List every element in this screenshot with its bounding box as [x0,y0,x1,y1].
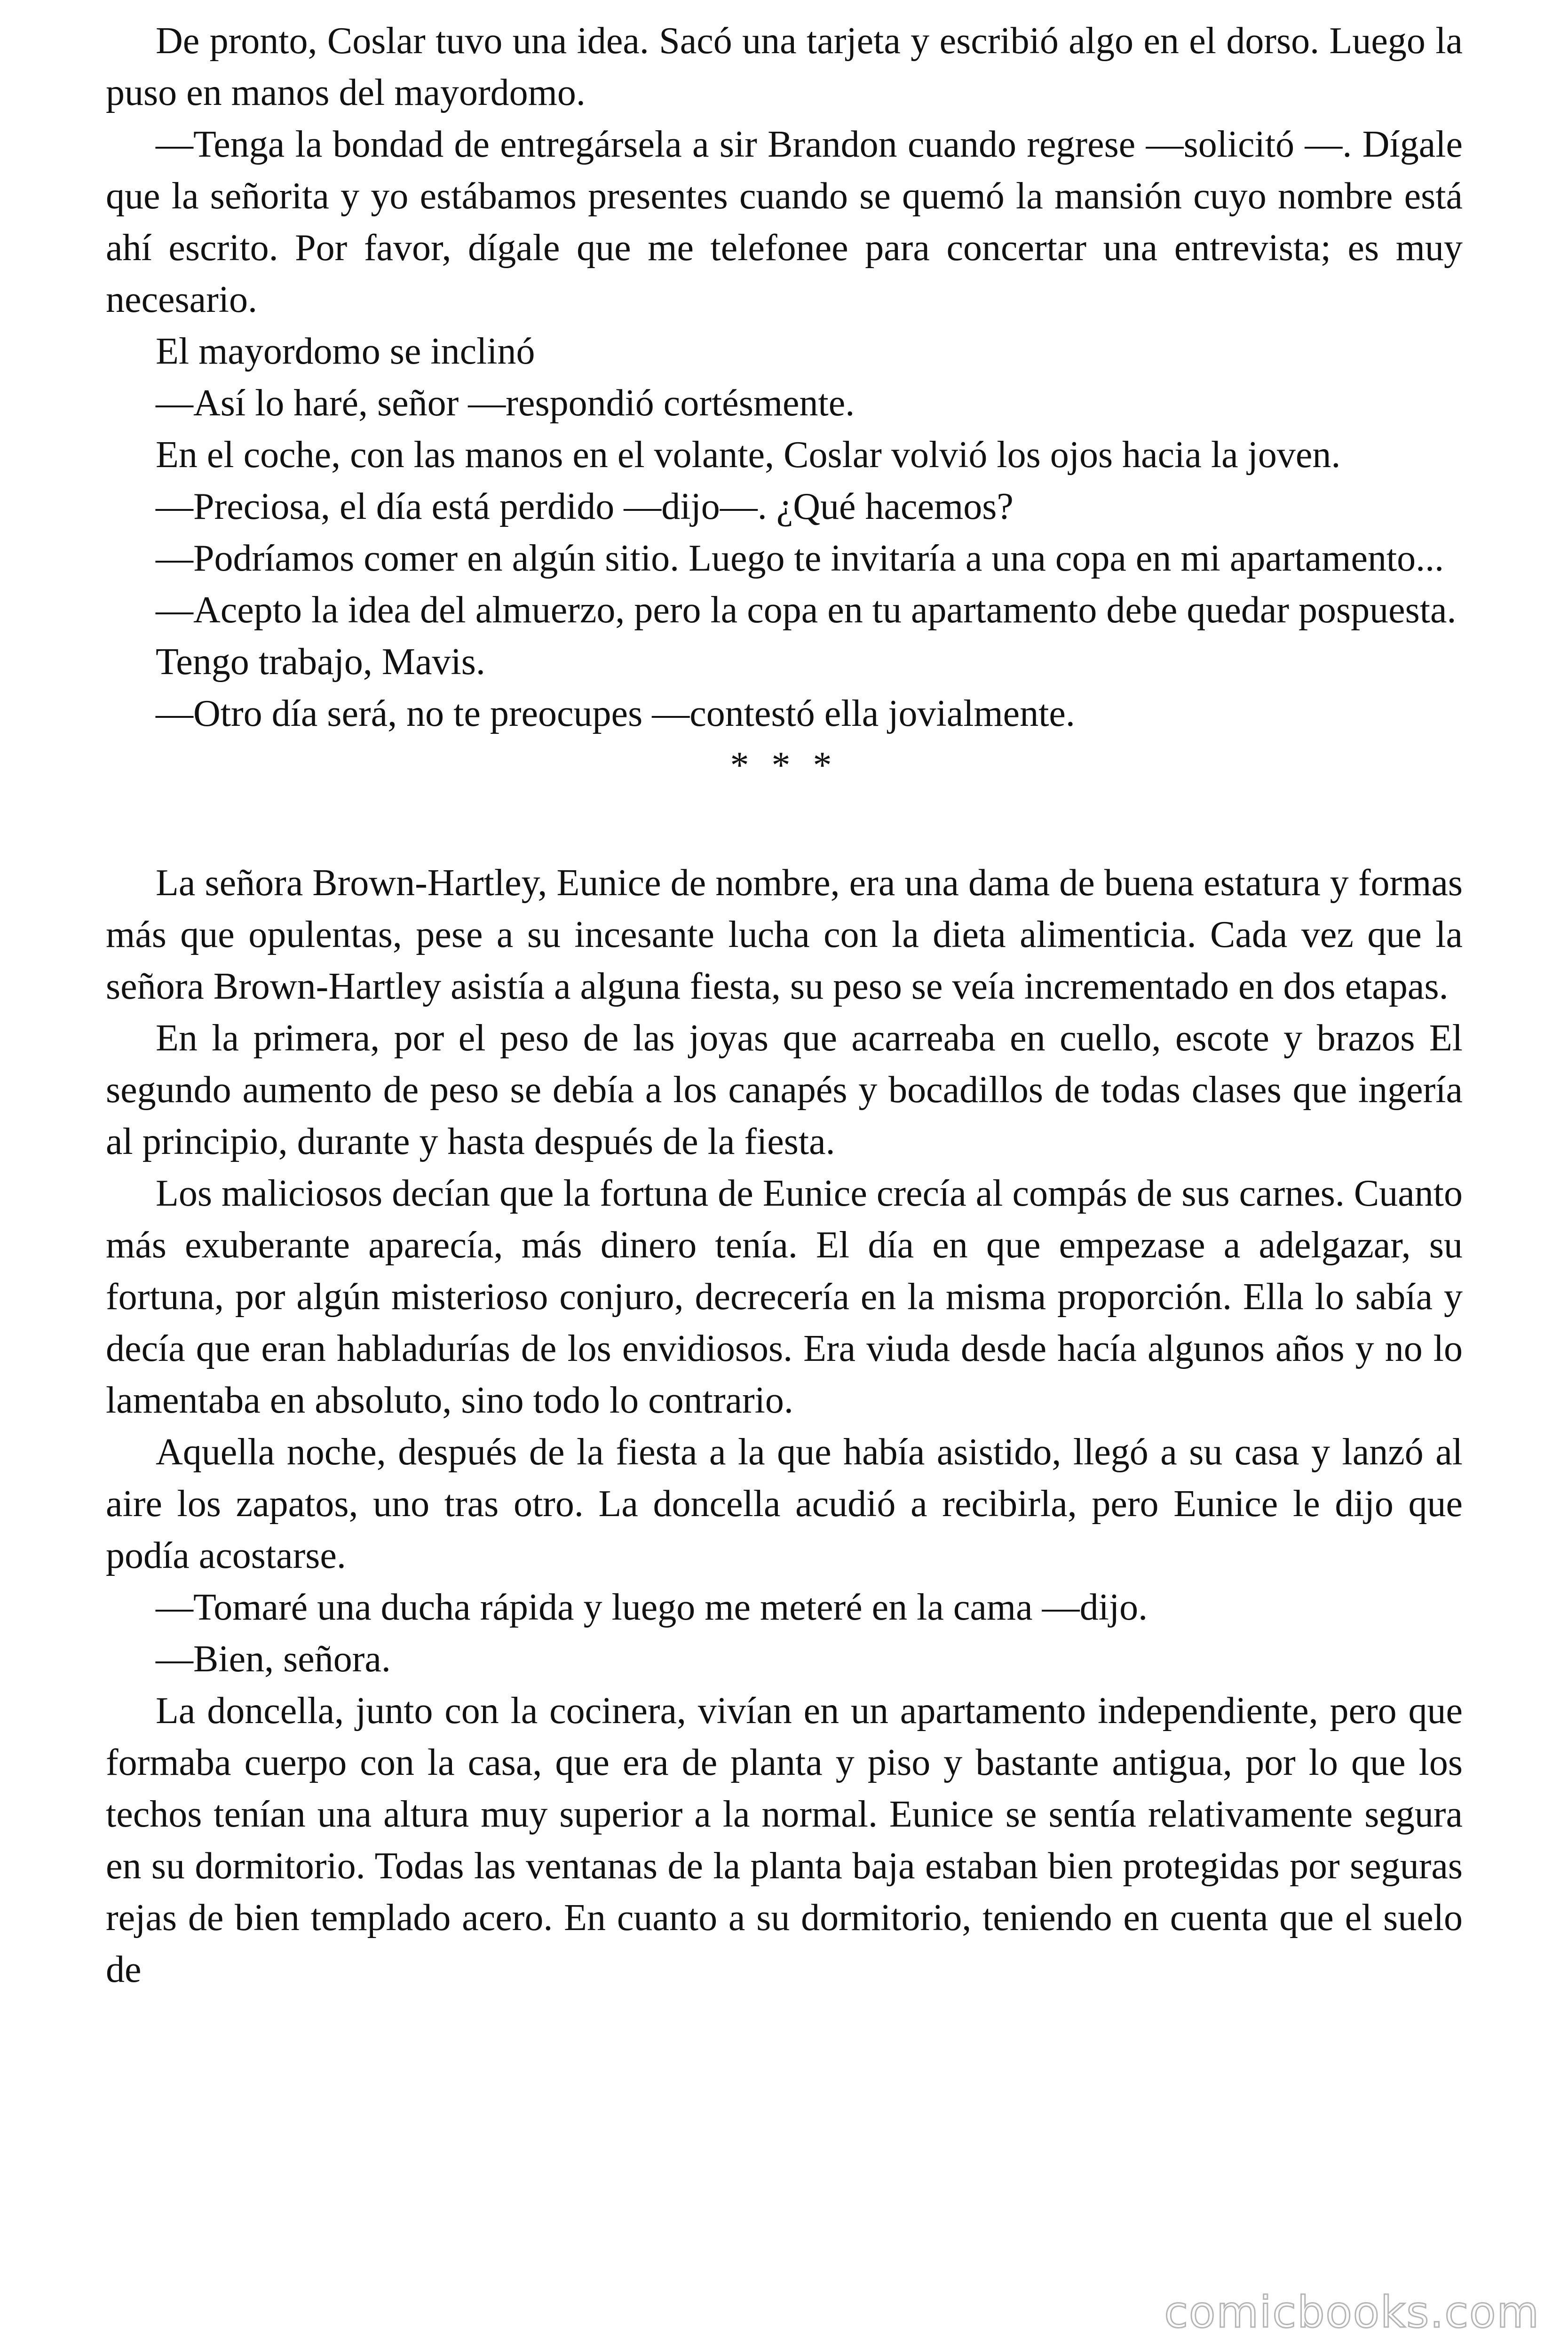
paragraph: —Tenga la bondad de entregársela a sir Brandon cuando regrese —solicitó —. Dígale que la señorita y yo estábamos presentes cuando se quemó la mansión cuyo nombre está ahí escrito. Por favor, dígale que me telefonee para concertar una entrevista; es muy necesario. [106,124,1463,320]
paragraph: Aquella noche, después de la fiesta a la que había asistido, llegó a su casa y lanzó al aire los zapatos, uno tras otro. La doncella acudió a recibirla, pero Eunice le dijo que podía acostarse. [106,1431,1463,1576]
paragraph: Tengo trabajo, Mavis. [156,641,485,683]
paragraph: Los maliciosos decían que la fortuna de Eunice crecía al compás de sus carnes. Cuanto más exuberante aparecía, más dinero tenía. El día en que empezase a adelgazar, su fortuna, por algún misterioso conjuro, decrecería en la misma proporción. Ella lo sabía y decía que eran habladurías de los envidiosos. Era viuda desde hacía algunos años y no lo lamentaba en absoluto, sino todo lo contrario. [106,1173,1463,1421]
paragraph: La señora Brown-Hartley, Eunice de nombre, era una dama de buena estatura y formas más que opulentas, pese a su incesante lucha con la dieta alimenticia. Cada vez que la señora Brown-Hartley asistía a alguna fiesta, su peso se veía incrementado en dos etapas. [106,862,1463,1007]
watermark: comicbooks.com [1164,2287,1540,2337]
paragraph: —Bien, señora. [156,1638,391,1680]
paragraph: El mayordomo se inclinó [156,331,535,372]
paragraph: La doncella, junto con la cocinera, vivían en un apartamento independiente, pero que formaba cuerpo con la casa, que era de planta y piso y bastante antigua, por lo que los techos tenían una altura muy superior a la normal. Eunice se sentía relativamente segura en su dormitorio. Todas las ventanas de la planta baja estaban bien protegidas por seguras rejas de bien templado acero. En cuanto a su dormitorio, teniendo en cuenta que el suelo de [106,1690,1463,1990]
paragraph: —Así lo haré, señor —respondió cortésmente. [156,382,855,424]
scene-break-asterisks: * * * [730,745,839,786]
scene-break [106,739,1463,857]
paragraph: —Otro día será, no te preocupes —contestó ella jovialmente. [156,693,1075,734]
paragraph: En el coche, con las manos en el volante, Coslar volvió los ojos hacia la joven. [156,434,1341,476]
paragraph: —Tomaré una ducha rápida y luego me meteré en la cama —dijo. [156,1587,1148,1628]
paragraph: —Preciosa, el día está perdido —dijo—. ¿Qué hacemos? [156,486,1014,527]
paragraph: En la primera, por el peso de las joyas que acarreaba en cuello, escote y brazos El segundo aumento de peso se debía a los canapés y bocadillos de todas clases que ingería al principio, durante y hasta después de la fiesta. [106,1017,1463,1162]
paragraph: —Acepto la idea del almuerzo, pero la copa en tu apartamento debe quedar pospuesta. [156,589,1457,631]
paragraph: —Podríamos comer en algún sitio. Luego te invitaría a una copa en mi apartamento... [156,538,1444,579]
book-page [106,15,1463,1995]
paragraph: De pronto, Coslar tuvo una idea. Sacó una tarjeta y escribió algo en el dorso. Luego la puso en manos del mayordomo. [106,20,1463,113]
